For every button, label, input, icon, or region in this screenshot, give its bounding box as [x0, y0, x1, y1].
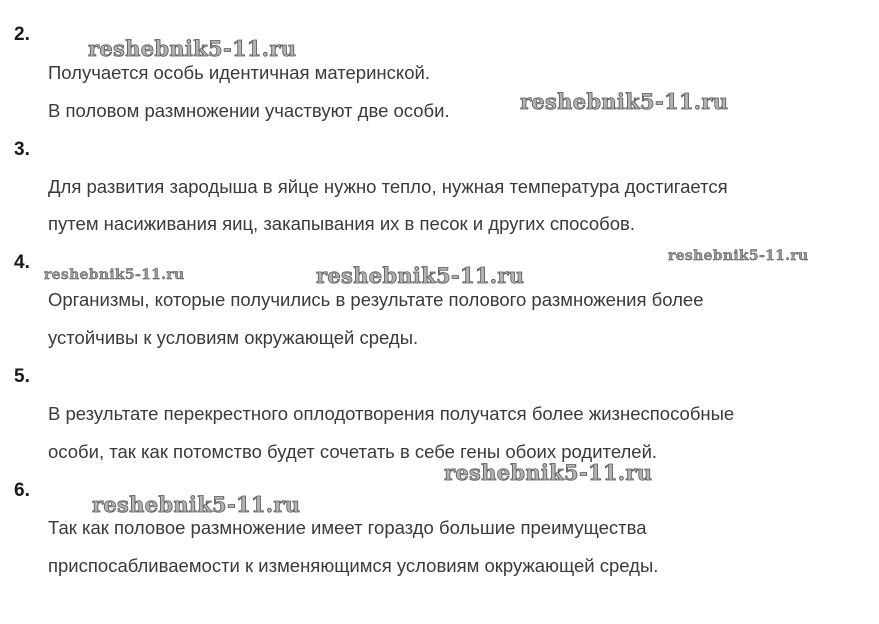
answer-4-line-2: устойчивы к условиям окружающей среды.	[48, 327, 419, 348]
answer-4-line-1: Организмы, которые получились в результате полового размножения более	[48, 289, 704, 310]
answer-2-line-2: В половом размножении участвуют две особи.	[48, 100, 450, 121]
watermark: reshebnik5-11.ru	[520, 89, 729, 114]
watermark: reshebnik5-11.ru	[88, 36, 297, 61]
answer-6-line-2: приспосабливаемости к изменяющимся условиям окружающей среды.	[48, 555, 659, 576]
answer-number-4: 4.	[14, 252, 30, 273]
answer-3-line-1: Для развития зародыша в яйце нужно тепло, нужная температура достигается	[48, 176, 728, 197]
answer-number-3: 3.	[14, 139, 30, 160]
watermark: reshebnik5-11.ru	[668, 248, 809, 264]
answer-number-6: 6.	[14, 480, 30, 501]
answer-5-line-2: особи, так как потомство будет сочетать в себе гены обоих родителей.	[48, 441, 658, 462]
answer-6-line-1: Так как половое размножение имеет гораздо большие преимущества	[48, 517, 647, 538]
watermark: reshebnik5-11.ru	[92, 492, 301, 517]
answer-2-line-1: Получается особь идентичная материнской.	[48, 62, 430, 83]
answer-3-line-2: путем насиживания яиц, закапывания их в песок и других способов.	[48, 213, 636, 234]
answer-5-line-1: В результате перекрестного оплодотворения получатся более жизнеспособные	[48, 403, 735, 424]
watermark: reshebnik5-11.ru	[44, 267, 185, 283]
answer-number-2: 2.	[14, 24, 30, 45]
answer-number-5: 5.	[14, 366, 30, 387]
watermark: reshebnik5-11.ru	[316, 263, 525, 288]
watermark: reshebnik5-11.ru	[444, 460, 653, 485]
